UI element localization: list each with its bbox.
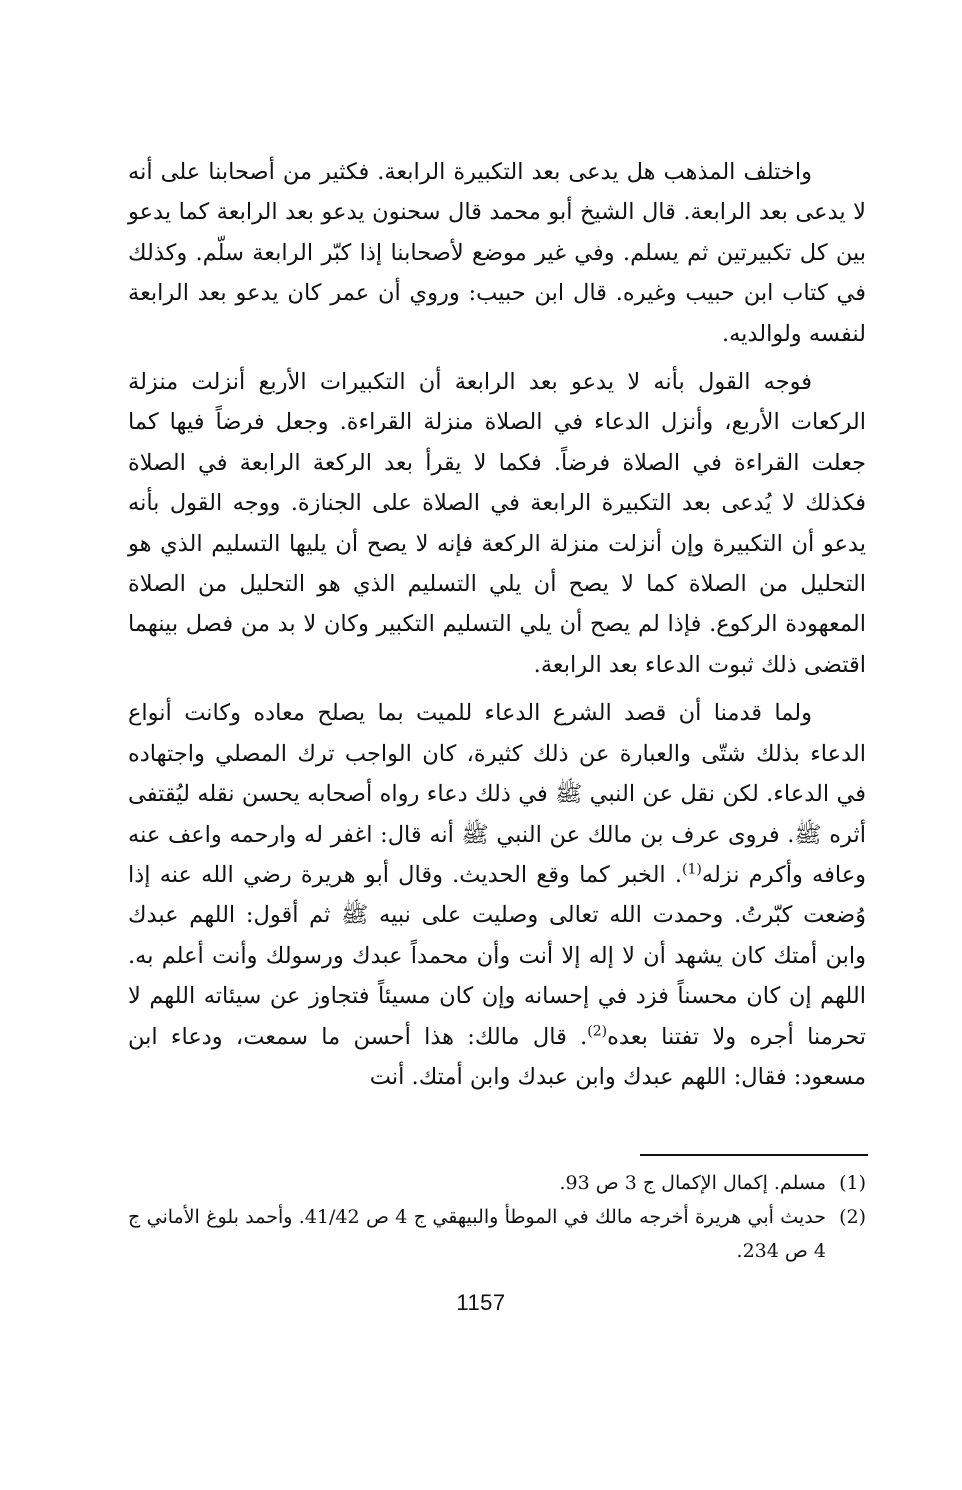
footnote-text: حديث أبي هريرة أخرجه مالك في الموطأ والبيهقي ج 4 ص 41/42. وأحمد بلوغ الأماني ج 4 ص 234.	[128, 1206, 826, 1262]
main-text	[128, 152, 866, 1097]
paragraph-3-part-b: . الخبر كما وقع الحديث. وقال أبو هريرة رضي الله عنه إذا وُضعت كبّرتُ. وحمدت الله تعالى وصليت على نبيه ﷺ ثم أقول: اللهم عبدك وابن أمتك كان يشهد أن لا إله إلا أنت وأن محمداً عبدك ورسولك وأنت أعلم به. اللهم إن كان محسناً فزد في إحسانه وإن كان مسيئاً فتجاوز عن سيئاته اللهم لا تحرمنا أجره ولا تفتنا بعده	[128, 861, 866, 1050]
footnotes	[128, 1166, 866, 1268]
page-number: 1157	[456, 1290, 506, 1315]
footnote-marker: (2)	[839, 1206, 866, 1228]
footnote-text: مسلم. إكمال الإكمال ج 3 ص 93.	[559, 1172, 826, 1194]
paragraph-2: فوجه القول بأنه لا يدعو بعد الرابعة أن التكبيرات الأربع أنزلت منزلة الركعات الأربع، وأنزل الدعاء في الصلاة منزلة القراءة. وجعل فرضاً فيها كما جعلت القراءة في الصلاة فرضاً. فكما لا يقرأ بعد الركعة الرابعة في الصلاة فكذلك لا يُدعى بعد التكبيرة الرابعة في الصلاة على الجنازة. ووجه القول بأنه يدعو أن التكبيرة وإن أنزلت منزلة الركعة فإنه لا يصح أن يليها التسليم الذي هو التحليل من الصلاة كما لا يصح أن يلي التسليم الذي هو التحليل من الصلاة المعهودة الركوع. فإذا لم يصح أن يلي التسليم التكبير وكان لا بد من فصل بينهما اقتضى ذلك ثبوت الدعاء بعد الرابعة.	[128, 369, 866, 678]
paragraph-1: واختلف المذهب هل يدعى بعد التكبيرة الرابعة. فكثير من أصحابنا على أنه لا يدعى بعد الرابعة. قال الشيخ أبو محمد قال سحنون يدعو بعد الرابعة كما يدعو بين كل تكبيرتين ثم يسلم. وفي غير موضع لأصحابنا إذا كبّر الرابعة سلّم. وكذلك في كتاب ابن حبيب وغيره. قال ابن حبيب: وروي أن عمر كان يدعو بعد الرابعة لنفسه ولوالديه.	[128, 159, 866, 347]
paragraph-3	[128, 693, 866, 1097]
footnote-ref-2[interactable]: (2)	[587, 1023, 608, 1040]
paragraph-3-part-c: . قال مالك: هذا أحسن ما سمعت، ودعاء ابن مسعود: فقال: اللهم عبدك وابن عبدك وابن أمتك. أنت	[128, 1023, 866, 1090]
footnote-ref-1[interactable]: (1)	[682, 861, 702, 878]
footnote-marker: (1)	[839, 1172, 866, 1194]
paragraph-3-part-a: ولما قدمنا أن قصد الشرع الدعاء للميت بما يصلح معاده وكانت أنواع الدعاء بذلك شتّى والعبارة عن ذلك كثيرة، كان الواجب ترك المصلي واجتهاده في الدعاء. لكن نقل عن النبي ﷺ في ذلك دعاء رواه أصحابه يحسن نقله ليُقتفى أثره ﷺ. فروى عرف بن مالك عن النبي ﷺ أنه قال: اغفر له وارحمه واعف عنه وعافه وأكرم نزله	[128, 700, 866, 888]
footnote-divider	[640, 1154, 868, 1156]
footnote-1	[128, 1166, 866, 1200]
footnote-2	[128, 1200, 866, 1268]
